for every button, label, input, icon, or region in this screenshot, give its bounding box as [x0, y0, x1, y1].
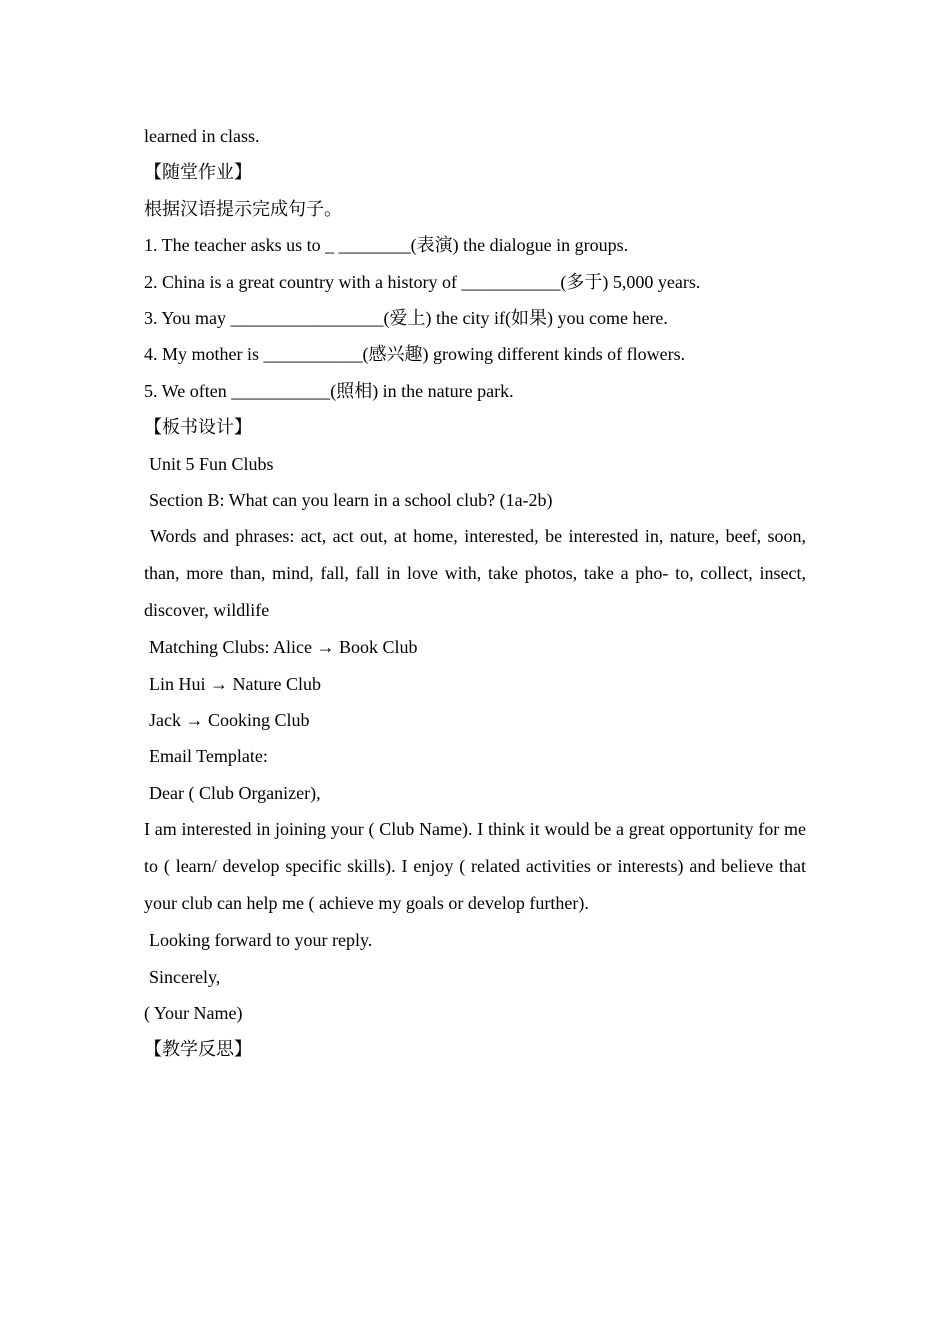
exercise-item-2: 2. China is a great country with a history of ___________(多于) 5,000 years. — [144, 271, 701, 292]
section-title: Section B: What can you learn in a school club? (1a-2b) — [149, 489, 553, 510]
document-page — [144, 118, 806, 1068]
section-heading-homework: 【随堂作业】 — [144, 162, 252, 183]
email-closing: Looking forward to your reply. — [149, 930, 373, 951]
continued-text: learned in class. — [144, 126, 260, 146]
instruction-text: 根据汉语提示完成句子。 — [144, 198, 342, 219]
words-and-phrases: Words and phrases: act, act out, at home, interested, be interested in, nature, beef, soon, than, more than, mind, fall, fall in love with, take photos, take a pho- to, collect, insect, discover, wildlife — [144, 526, 806, 621]
email-salutation: Dear ( Club Organizer), — [149, 782, 321, 803]
unit-title: Unit 5 Fun Clubs — [149, 453, 274, 474]
matching-clubs-jack: Jack → Cooking Club — [149, 710, 310, 731]
exercise-item-1: 1. The teacher asks us to _ ________(表演) the dialogue in groups. — [144, 235, 629, 256]
matching-clubs-lin-hui: Lin Hui → Nature Club — [149, 673, 321, 694]
matching-clubs-alice: Matching Clubs: Alice → Book Club — [149, 637, 418, 658]
email-template-label: Email Template: — [149, 746, 268, 767]
exercise-item-4: 4. My mother is ___________(感兴趣) growing different kinds of flowers. — [144, 344, 686, 365]
section-heading-board-design: 【板书设计】 — [144, 417, 252, 438]
email-signoff: Sincerely, — [149, 966, 221, 987]
exercise-item-3: 3. You may _________________(爱上) the city if(如果) you come here. — [144, 307, 668, 328]
email-signature: ( Your Name) — [144, 1003, 243, 1024]
exercise-item-5: 5. We often ___________(照相) in the nature park. — [144, 380, 514, 401]
email-body: I am interested in joining your ( Club Name). I think it would be a great opportunity for me to ( learn/ develop specific skills). I enjoy ( related activities or interests) and believe that your club can help me ( achieve my goals or develop further). — [144, 819, 806, 914]
section-heading-reflection: 【教学反思】 — [144, 1039, 252, 1060]
